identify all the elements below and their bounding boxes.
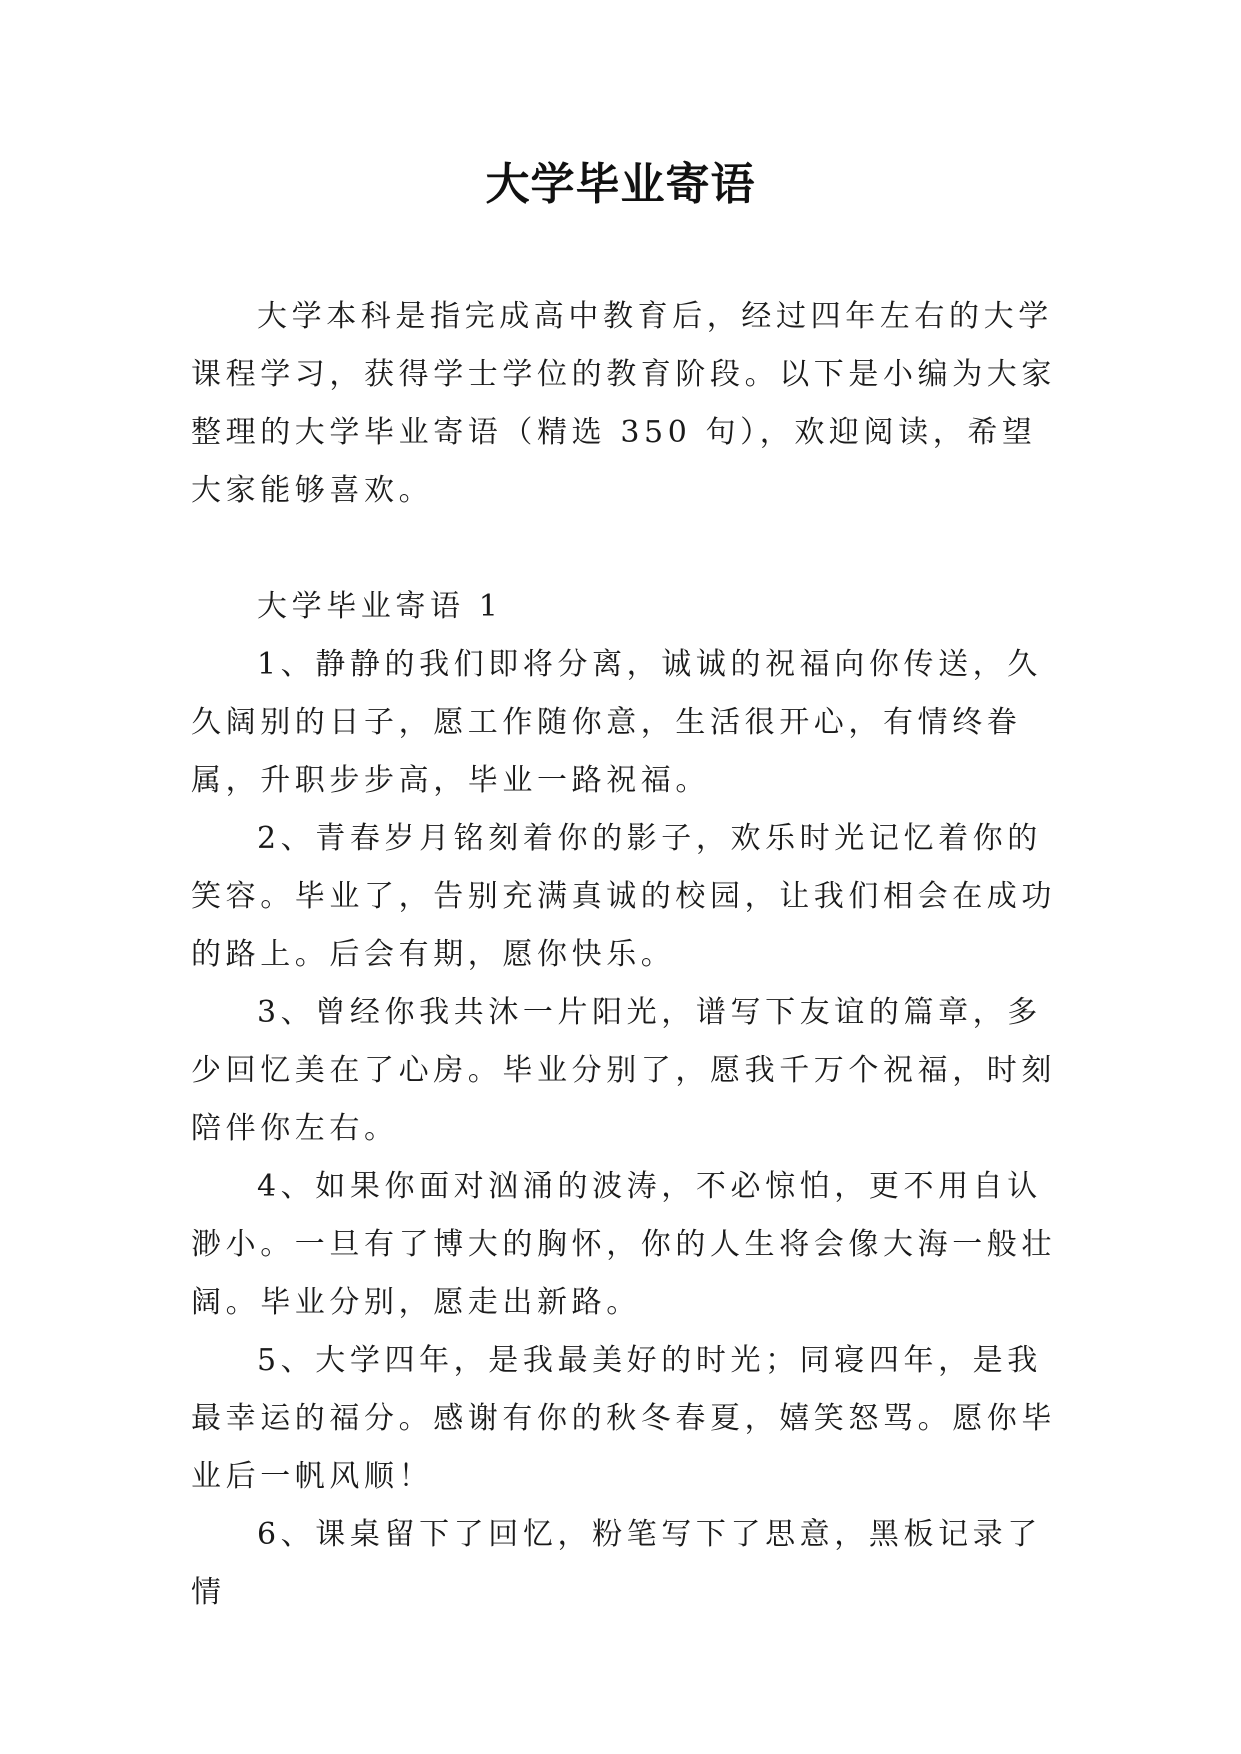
list-item: 1、静静的我们即将分离，诚诚的祝福向你传送，久久阔别的日子，愿工作随你意，生活很开心，有情终眷属，升职步步高，毕业一路祝福。 bbox=[191, 647, 1042, 798]
list-item: 3、曾经你我共沐一片阳光，谱写下友谊的篇章，多少回忆美在了心房。毕业分别了，愿我千万个祝福，时刻陪伴你左右。 bbox=[191, 995, 1056, 1146]
document-title: 大学毕业寄语 bbox=[485, 159, 756, 210]
list-item: 5、大学四年，是我最美好的时光；同寝四年，是我最幸运的福分。感谢有你的秋冬春夏，嬉笑怒骂。愿你毕业后一帆风顺！ bbox=[191, 1343, 1056, 1494]
section-heading: 大学毕业寄语 1 bbox=[257, 589, 503, 624]
list-item: 6、课桌留下了回忆，粉笔写下了思意，黑板记录了情 bbox=[191, 1517, 1042, 1610]
intro-paragraph: 大学本科是指完成高中教育后，经过四年左右的大学课程学习，获得学士学位的教育阶段。以下是小编为大家整理的大学毕业寄语（精选 350 句），欢迎阅读，希望大家能够喜欢。 bbox=[191, 299, 1056, 508]
list-item: 4、如果你面对汹涌的波涛，不必惊怕，更不用自认渺小。一旦有了博大的胸怀，你的人生将会像大海一般壮阔。毕业分别，愿走出新路。 bbox=[191, 1169, 1056, 1320]
document-body bbox=[191, 288, 1061, 1622]
list-item: 2、青春岁月铭刻着你的影子，欢乐时光记忆着你的笑容。毕业了，告别充满真诚的校园，让我们相会在成功的路上。后会有期，愿你快乐。 bbox=[191, 821, 1056, 972]
spacer bbox=[191, 520, 1061, 578]
